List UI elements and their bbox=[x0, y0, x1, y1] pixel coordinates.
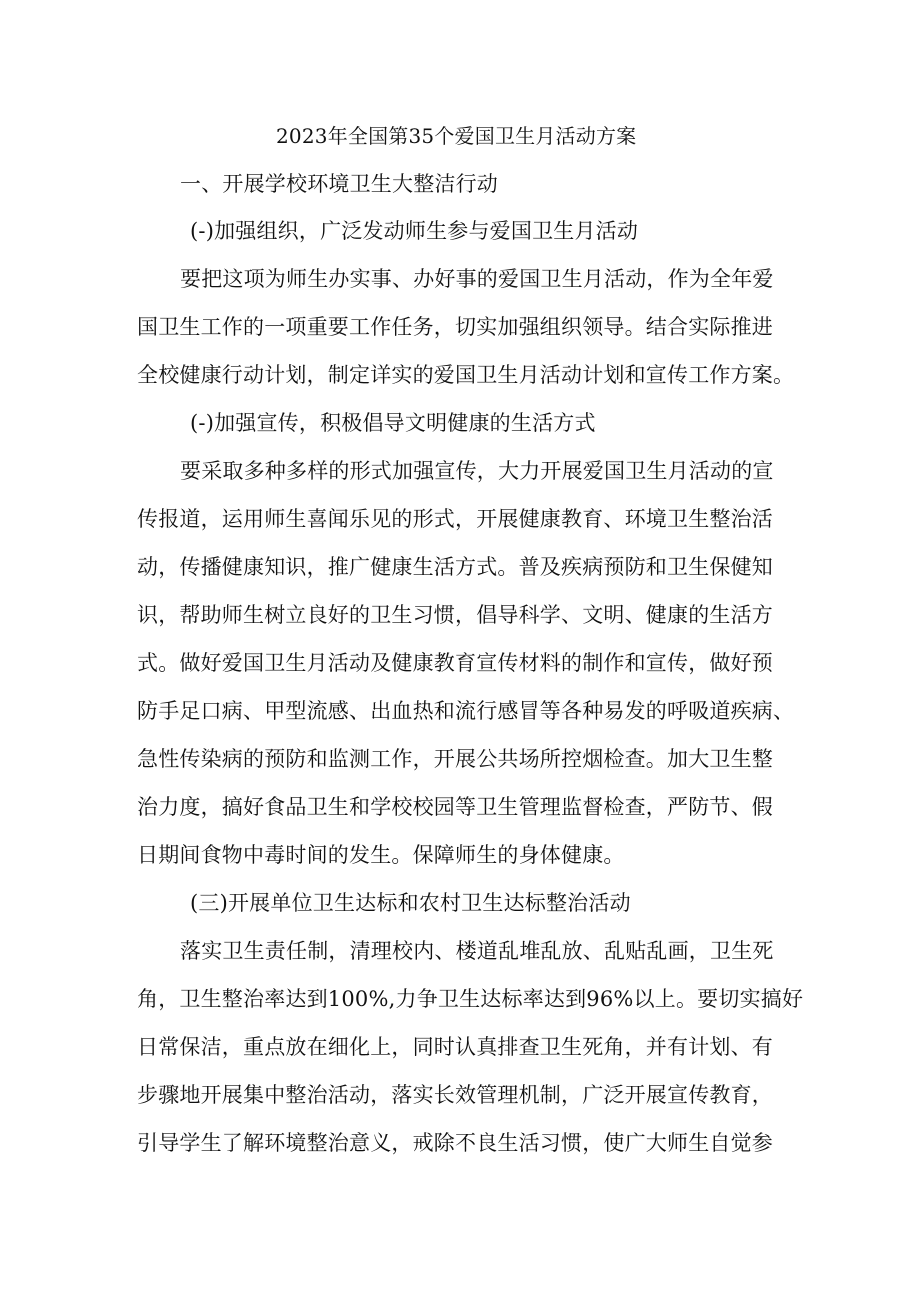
paragraph-line: 急性传染病的预防和监测工作，开展公共场所控烟检查。加大卫生整 bbox=[137, 747, 773, 771]
paragraph-line: 治力度，搞好食品卫生和学校校园等卫生管理监督检查，严防节、假 bbox=[137, 795, 773, 819]
document-title: 2023年全国第35个爱国卫生月活动方案 bbox=[276, 124, 637, 148]
paragraph-line: 全校健康行动计划，制定详实的爱国卫生月活动计划和宣传工作方案。 bbox=[137, 363, 795, 387]
paragraph-line: 要把这项为师生办实事、办好事的爱国卫生月活动，作为全年爱 bbox=[180, 267, 774, 291]
paragraph-line: 防手足口病、甲型流感、出血热和流行感冒等各种易发的呼吸道疾病、 bbox=[137, 699, 795, 723]
paragraph-line: 角，卫生整治率达到100%,力争卫生达标率达到96%以上。要切实搞好 bbox=[137, 987, 804, 1011]
subsection-heading: (-)加强宣传，积极倡导文明健康的生活方式 bbox=[190, 411, 596, 435]
paragraph-line: 日常保洁，重点放在细化上，同时认真排查卫生死角，并有计划、有 bbox=[137, 1035, 773, 1059]
paragraph-line: 要采取多种多样的形式加强宣传，大力开展爱国卫生月活动的宣 bbox=[180, 459, 774, 483]
paragraph-line: 识，帮助师生树立良好的卫生习惯，倡导科学、文明、健康的生活方 bbox=[137, 603, 773, 627]
paragraph-line: 传报道，运用师生喜闻乐见的形式，开展健康教育、环境卫生整治活 bbox=[137, 507, 773, 531]
paragraph-line: 引导学生了解环境整治意义，戒除不良生活习惯，使广大师生自觉参 bbox=[137, 1131, 773, 1155]
paragraph-line: 步骤地开展集中整治活动，落实长效管理机制，广泛开展宣传教育， bbox=[137, 1083, 773, 1107]
paragraph-line: 式。做好爱国卫生月活动及健康教育宣传材料的制作和宣传，做好预 bbox=[137, 651, 773, 675]
paragraph-line: 日期间食物中毒时间的发生。保障师生的身体健康。 bbox=[137, 843, 625, 867]
subsection-heading: (-)加强组织，广泛发动师生参与爱国卫生月活动 bbox=[190, 219, 639, 243]
paragraph-line: 国卫生工作的一项重要工作任务，切实加强组织领导。结合实际推进 bbox=[137, 315, 773, 339]
paragraph-line: 动，传播健康知识，推广健康生活方式。普及疾病预防和卫生保健知 bbox=[137, 555, 773, 579]
subsection-heading: (三)开展单位卫生达标和农村卫生达标整治活动 bbox=[190, 891, 631, 915]
section-heading: 一、开展学校环境卫生大整洁行动 bbox=[180, 172, 498, 196]
paragraph-line: 落实卫生责任制，清理校内、楼道乱堆乱放、乱贴乱画，卫生死 bbox=[180, 939, 774, 963]
